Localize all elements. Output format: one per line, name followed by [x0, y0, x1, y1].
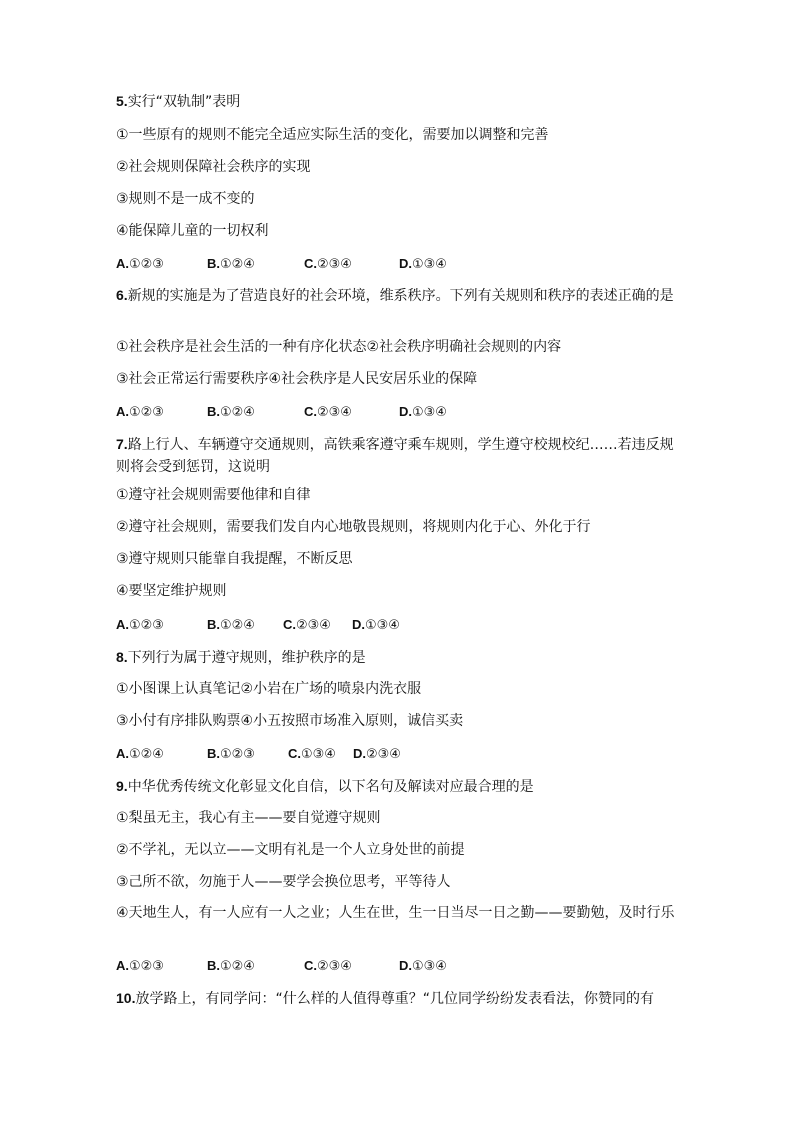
statement: ④天地生人，有一人应有一人之业；人生在世，生一日当尽一日之勤——要勤勉，及时行乐	[116, 905, 675, 921]
statement: ③规则不是一成不变的	[116, 191, 255, 207]
statement: ③社会正常运行需要秩序④社会秩序是人民安居乐业的保障	[116, 371, 478, 387]
option-b: B.①②④	[207, 617, 255, 633]
question-number: 10.	[116, 990, 136, 1006]
question-7-stem	[116, 433, 681, 478]
question-9-stem	[116, 775, 681, 798]
question-text: 新规的实施是为了营造良好的社会环境，维系秩序。下列有关规则和秩序的表述正确的是	[127, 288, 674, 304]
option-d: D.①③④	[352, 617, 400, 633]
option-a: A.①②③	[116, 404, 164, 420]
question-text: 实行“双轨制”表明	[127, 94, 241, 110]
question-text: 路上行人、车辆遵守交通规则，高铁乘客遵守乘车规则，学生遵守校规校纪……若违反规则将会受到惩罚，这说明	[116, 437, 674, 475]
question-number: 8.	[116, 649, 128, 665]
question-number: 7.	[116, 436, 128, 452]
option-c: C.②③④	[304, 958, 352, 974]
question-number: 5.	[116, 93, 128, 109]
statement: ①梨虽无主，我心有主——要自觉遵守规则	[116, 810, 381, 826]
option-c: C.②③④	[304, 404, 352, 420]
statement: ②社会规则保障社会秩序的实现	[116, 159, 311, 175]
question-text: 下列行为属于遵守规则，维护秩序的是	[127, 650, 366, 666]
option-c: C.②③④	[283, 617, 331, 633]
option-a: A.①②③	[116, 256, 164, 272]
option-b: B.①②③	[207, 746, 255, 762]
statement: ①小图课上认真笔记②小岩在广场的喷泉内洗衣服	[116, 681, 422, 697]
option-a: A.①②④	[116, 746, 164, 762]
statement: ③小付有序排队购票④小五按照市场准入原则，诚信买卖	[116, 713, 464, 729]
option-b: B.①②④	[207, 958, 255, 974]
question-5-stem	[116, 90, 681, 113]
question-8-stem	[116, 646, 681, 669]
question-text: 中华优秀传统文化彰显文化自信，以下名句及解读对应最合理的是	[127, 779, 534, 795]
option-b: B.①②④	[207, 404, 255, 420]
option-d: D.②③④	[353, 746, 401, 762]
statement: ①一些原有的规则不能完全适应实际生活的变化，需要加以调整和完善	[116, 127, 549, 143]
option-c: C.①③④	[288, 746, 336, 762]
statement: ①遵守社会规则需要他律和自律	[116, 487, 311, 503]
statement: ①社会秩序是社会生活的一种有序化状态②社会秩序明确社会规则的内容	[116, 339, 562, 355]
question-6-stem	[116, 284, 681, 307]
statement: ④能保障儿童的一切权利	[116, 223, 269, 239]
statement: ④要坚定维护规则	[116, 583, 227, 599]
statement: ③己所不欲，勿施于人——要学会换位思考，平等待人	[116, 874, 451, 890]
option-a: A.①②③	[116, 958, 164, 974]
question-text: 放学路上，有同学问：“什么样的人值得尊重？“几位同学纷纷发表看法，你赞同的有	[135, 991, 654, 1007]
question-10-stem	[116, 987, 681, 1010]
statement: ②不学礼，无以立——文明有礼是一个人立身处世的前提	[116, 842, 465, 858]
question-number: 9.	[116, 778, 128, 794]
option-d: D.①③④	[399, 256, 447, 272]
statement: ③遵守规则只能靠自我提醒，不断反思	[116, 551, 353, 567]
option-a: A.①②③	[116, 617, 164, 633]
option-d: D.①③④	[399, 958, 447, 974]
statement: ②遵守社会规则，需要我们发自内心地敬畏规则，将规则内化于心、外化于行	[116, 519, 591, 535]
option-b: B.①②④	[207, 256, 255, 272]
option-c: C.②③④	[304, 256, 352, 272]
question-number: 6.	[116, 287, 128, 303]
option-d: D.①③④	[399, 404, 447, 420]
